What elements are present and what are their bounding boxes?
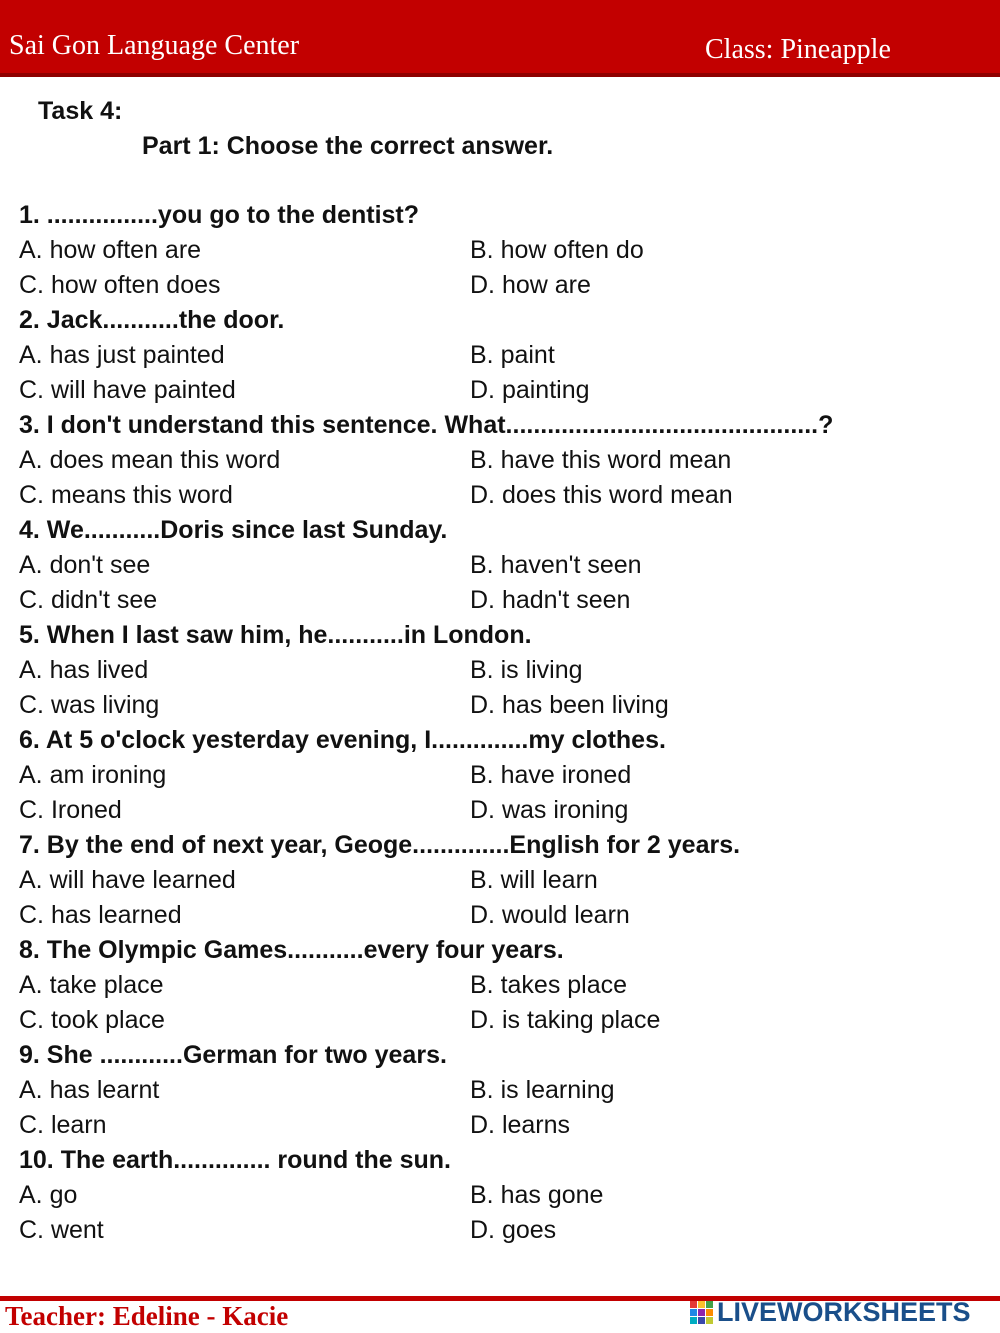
q5-option-b[interactable]: B. is living	[470, 656, 583, 684]
q1-option-c[interactable]: C. how often does	[19, 271, 221, 299]
question-3: 3. I don't understand this sentence. What.............................................?	[19, 411, 834, 439]
q3-option-d[interactable]: D. does this word mean	[470, 481, 733, 509]
q6-option-b[interactable]: B. have ironed	[470, 761, 632, 789]
question-8: 8. The Olympic Games...........every four years.	[19, 936, 564, 964]
logo-block	[706, 1301, 713, 1308]
q3-option-b[interactable]: B. have this word mean	[470, 446, 732, 474]
q5-option-c[interactable]: C. was living	[19, 691, 160, 719]
task-title: Task 4:	[38, 97, 123, 125]
q2-option-d[interactable]: D. painting	[470, 376, 590, 404]
q4-option-d[interactable]: D. hadn't seen	[470, 586, 631, 614]
logo-block	[706, 1309, 713, 1316]
logo-block	[698, 1309, 705, 1316]
question-2: 2. Jack...........the door.	[19, 306, 285, 334]
q8-option-b[interactable]: B. takes place	[470, 971, 628, 999]
q3-option-a[interactable]: A. does mean this word	[19, 446, 281, 474]
logo-blocks-icon	[690, 1301, 713, 1324]
q4-option-c[interactable]: C. didn't see	[19, 586, 158, 614]
q9-option-b[interactable]: B. is learning	[470, 1076, 615, 1104]
q1-option-b[interactable]: B. how often do	[470, 236, 644, 264]
q7-option-a[interactable]: A. will have learned	[19, 866, 236, 894]
q7-option-b[interactable]: B. will learn	[470, 866, 598, 894]
q9-option-c[interactable]: C. learn	[19, 1111, 107, 1139]
q8-option-d[interactable]: D. is taking place	[470, 1006, 661, 1034]
logo-block	[690, 1301, 697, 1308]
q10-option-c[interactable]: C. went	[19, 1216, 104, 1244]
logo-block	[690, 1317, 697, 1324]
center-name: Sai Gon Language Center	[9, 30, 300, 61]
logo-block	[690, 1309, 697, 1316]
q5-option-d[interactable]: D. has been living	[470, 691, 669, 719]
q6-option-a[interactable]: A. am ironing	[19, 761, 167, 789]
logo-block	[698, 1301, 705, 1308]
question-6: 6. At 5 o'clock yesterday evening, I..............my clothes.	[19, 726, 666, 754]
q3-option-c[interactable]: C. means this word	[19, 481, 233, 509]
q6-option-c[interactable]: C. Ironed	[19, 796, 122, 824]
class-label: Class: Pineapple	[705, 34, 891, 65]
q9-option-d[interactable]: D. learns	[470, 1111, 571, 1139]
q2-option-c[interactable]: C. will have painted	[19, 376, 236, 404]
q4-option-a[interactable]: A. don't see	[19, 551, 151, 579]
q6-option-d[interactable]: D. was ironing	[470, 796, 629, 824]
q10-option-a[interactable]: A. go	[19, 1181, 78, 1209]
part-instruction: Part 1: Choose the correct answer.	[142, 132, 554, 160]
q7-option-c[interactable]: C. has learned	[19, 901, 182, 929]
q2-option-a[interactable]: A. has just painted	[19, 341, 225, 369]
q8-option-c[interactable]: C. took place	[19, 1006, 165, 1034]
liveworksheets-logo[interactable]	[690, 1296, 971, 1328]
question-1: 1. ................you go to the dentist?	[19, 201, 420, 229]
q4-option-b[interactable]: B. haven't seen	[470, 551, 642, 579]
question-4: 4. We...........Doris since last Sunday.	[19, 516, 448, 544]
logo-text: LIVEWORKSHEETS	[717, 1296, 971, 1327]
question-5: 5. When I last saw him, he...........in London.	[19, 621, 532, 649]
q7-option-d[interactable]: D. would learn	[470, 901, 630, 929]
question-list	[19, 198, 994, 1248]
question-10: 10. The earth.............. round the sun.	[19, 1146, 452, 1174]
q1-option-a[interactable]: A. how often are	[19, 236, 202, 264]
logo-block	[706, 1317, 713, 1324]
logo-block	[698, 1317, 705, 1324]
teacher-credit: Teacher: Edeline - Kacie	[5, 1301, 289, 1331]
q2-option-b[interactable]: B. paint	[470, 341, 555, 369]
q10-option-b[interactable]: B. has gone	[470, 1181, 604, 1209]
header-bar	[0, 0, 1000, 77]
question-9: 9. She ............German for two years.	[19, 1041, 447, 1069]
q5-option-a[interactable]: A. has lived	[19, 656, 149, 684]
q9-option-a[interactable]: A. has learnt	[19, 1076, 160, 1104]
question-7: 7. By the end of next year, Geoge..............English for 2 years.	[19, 831, 741, 859]
q1-option-d[interactable]: D. how are	[470, 271, 591, 299]
q10-option-d[interactable]: D. goes	[470, 1216, 557, 1244]
q8-option-a[interactable]: A. take place	[19, 971, 164, 999]
